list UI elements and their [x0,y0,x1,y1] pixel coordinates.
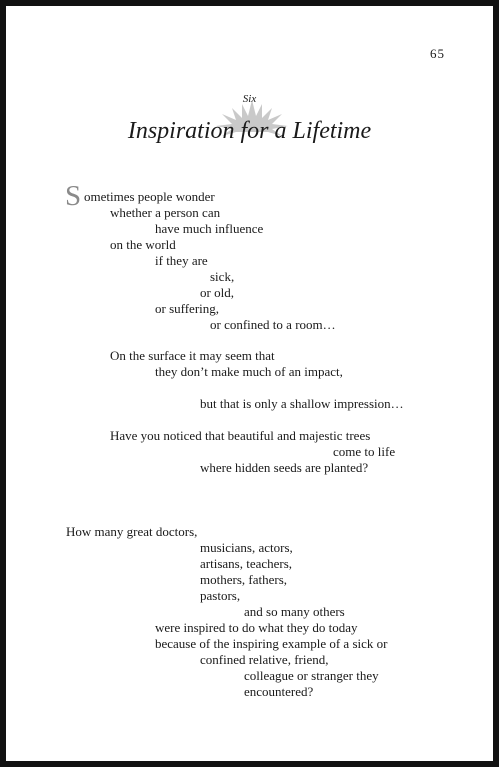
poem-line: whether a person can [110,205,221,220]
poem-line: or confined to a room… [210,317,336,332]
poem-line: confined relative, friend, [200,652,329,667]
poem-line: or suffering, [155,301,220,316]
poem-line: they don’t make much of an impact, [155,364,343,379]
poem-line: come to life [333,444,396,459]
poem-line: How many great doctors, [66,524,198,539]
poem-line: pastors, [200,588,241,603]
poem-line: because of the inspiring example of a sick or [155,636,388,651]
poem-line: musicians, actors, [200,540,293,555]
poem-line: colleague or stranger they [244,668,379,683]
poem-line: were inspired to do what they do today [155,620,358,635]
poem-line: have much influence [155,221,264,236]
page-number: 65 [430,46,445,61]
poem-line: and so many others [244,604,345,619]
poem-line: or old, [200,285,234,300]
poem-line: artisans, teachers, [200,556,293,571]
poem-line: ometimes people wonder [84,189,215,204]
poem-line: on the world [110,237,176,252]
poem-line: encountered? [244,684,314,699]
chapter-title: Inspiration for a Lifetime [127,118,372,144]
poem-line: mothers, fathers, [200,572,288,587]
poem-line: where hidden seeds are planted? [200,460,369,475]
poem-line: sick, [210,269,235,284]
poem-line: if they are [155,253,208,268]
chapter-label: Six [242,93,257,105]
poem-line: On the surface it may seem that [110,348,275,363]
drop-cap: S [65,180,82,212]
poem-line: but that is only a shallow impression… [200,396,404,411]
poem-line: Have you noticed that beautiful and majestic trees [110,428,371,443]
